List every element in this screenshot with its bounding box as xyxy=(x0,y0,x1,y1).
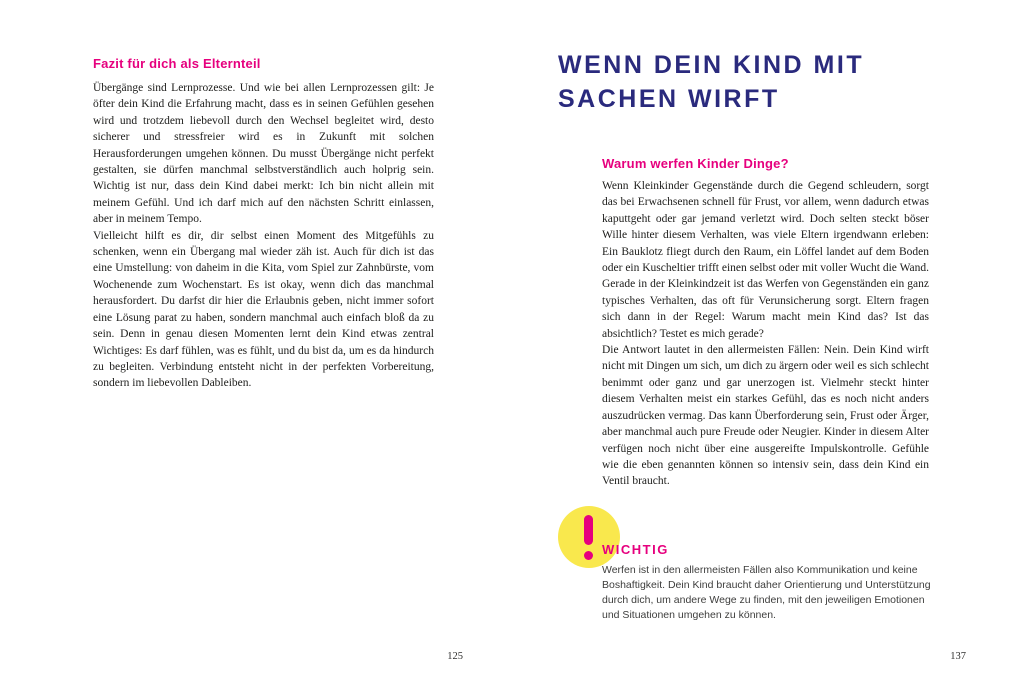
right-section-heading: Warum werfen Kinder Dinge? xyxy=(602,156,789,171)
callout-text: Werfen ist in den allermeisten Fällen also Kommunikation und keine Boshaftigkeit. Dein Kind braucht daher Orientierung und Unterstützung durch dich, um andere Wege zu finden, mit den jeweiligen Emotionen und Situationen umgehen zu können. xyxy=(602,563,931,621)
callout-label: WICHTIG xyxy=(602,541,669,557)
wichtig-callout xyxy=(558,506,930,623)
left-page-number: 125 xyxy=(447,651,463,662)
right-page-number: 137 xyxy=(950,651,966,662)
right-paragraph-1: Wenn Kleinkinder Gegenstände durch die Gegend schleudern, sorgt das bei Erwachsenen schnell für Frust, vor allem, wenn dadurch etwas kaputtgeht oder gar jemand verletzt wird. Doch selten steckt böser Wille hinter diesem Verhalten, was viele Eltern irgendwann erleben: Ein Bauklotz fliegt durch den Raum, ein Löffel landet auf dem Boden oder ein Kuscheltier trifft einen selbst oder mit voller Wucht die Wand. Gerade in der Kleinkindzeit ist das Werfen von Gegenständen ein ganz typisches Verhalten, das oft für Verunsicherung sorgt. Eltern fragen sich dann in der Regel: Warum macht mein Kind das? Ist das absichtlich? Testet es mich gerade? xyxy=(602,180,929,340)
right-page-column xyxy=(558,48,930,623)
left-paragraph-1: Übergänge sind Lernprozesse. Und wie bei allen Lernprozessen gilt: Je öfter dein Kind die Erfahrung macht, dass es in seinen Gefühlen gesehen wird und trotzdem liebevoll durch den Wechsel begleitet wird, desto sicherer und stressfreier wird es in Zukunft mit solchen Herausforderungen umgehen können. Du musst Übergänge nicht perfekt gestalten, sie dürfen manchmal selbstverständlich auch holprig sein. Wichtig ist nur, dass dein Kind dabei merkt: Ich bin nicht allein mit meinem Gefühl. Und ich darf mich auf den nächsten Schritt einlassen, aber in meinem Tempo. xyxy=(93,82,434,226)
exclamation-dot xyxy=(584,551,593,560)
callout-content xyxy=(602,506,934,623)
left-section-heading: Fazit für dich als Elternteil xyxy=(93,56,261,71)
right-paragraph-2: Die Antwort lautet in den allermeisten Fällen: Nein. Dein Kind wirft nicht mit Dingen um sich, um dich zu ärgern oder weil es sich schlecht benimmt oder ganz und gar unerzogen ist. Vielmehr steckt hinter diesem Verhalten meist ein starkes Gefühl, das es noch nicht anders auszudrücken vermag. Das kann Überforderung sein, Frust oder Ärger, aber manchmal auch pure Freude oder Neugier. Kinder in diesem Alter verfügen noch nicht über eine ausgereifte Impulskontrolle. Gefühle wie die eben genannten können so intensiv sein, dass dein Kind ein Ventil braucht. xyxy=(602,344,929,488)
left-page-column xyxy=(93,56,434,392)
left-paragraph-2: Vielleicht hilft es dir, dir selbst einen Moment des Mitgefühls zu schenken, wenn ein Übergang mal wieder zäh ist. Auch für dich ist das eine Umstellung: von daheim in die Kita, vom Spiel zur Zahnbürste, vom Wochenende zum Wochenstart. Es ist okay, wenn dich das manchmal herausfordert. Du darfst dir hier die Erlaubnis geben, nicht immer sofort eine Lösung parat zu haben, sondern manchmal auch einfach bloß da zu sein. Denn in genau diesen Momenten lernt dein Kind etwas zentral Wichtiges: Es darf fühlen, was es fühlt, und du bist da, um es da hindurch zu begleiten. Verbindung entsteht nicht in der perfekten Vorbereitung, sondern im liebevollen Dableiben. xyxy=(93,229,434,390)
exclamation-bar xyxy=(584,515,593,545)
chapter-title: WENN DEIN KIND MIT SACHEN WIRFT xyxy=(558,51,865,113)
